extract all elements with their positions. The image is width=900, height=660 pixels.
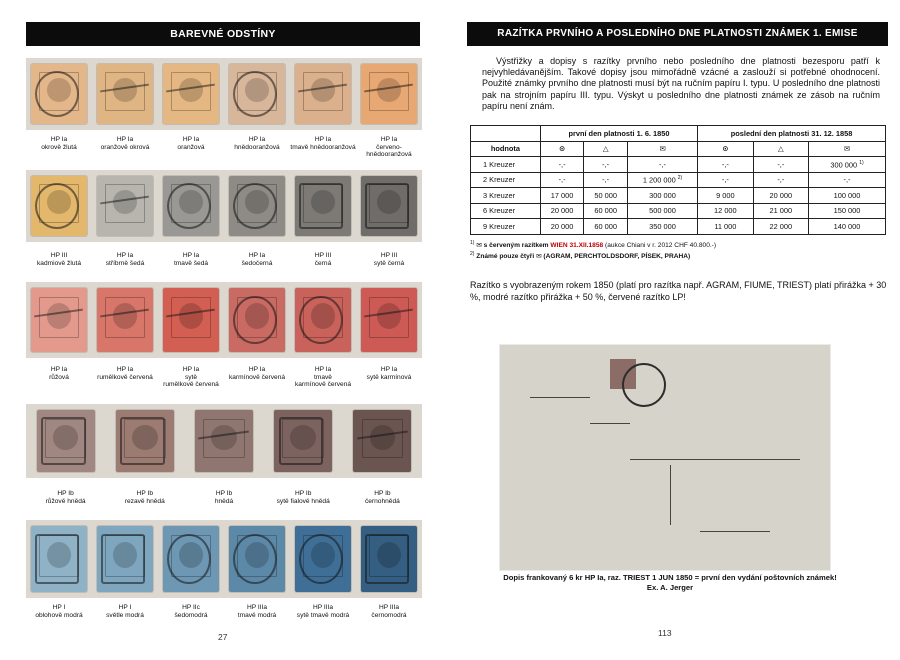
cell-value: -,- [602, 175, 610, 185]
stamp-caption [222, 604, 292, 619]
table-cell [753, 203, 808, 219]
caption-line: oranžová [177, 143, 205, 151]
caption-line: růžově hnědá [45, 497, 86, 505]
stamp-2-3 [163, 176, 219, 236]
cell-value: -,- [721, 175, 729, 185]
postmark-mark [233, 534, 276, 584]
footnote-2-text: Známé pouze čtyři [476, 253, 535, 261]
intro-paragraph: Výstřižky a dopisy s razítky prvního nebo posledního dne platnosti bezesporu patří k nejvyhledávanějším. Takové dopisy jsou mimořádně vzácné a zaslouží si potřebné ohodnocení. Použité známky prvního dne platnosti musí být na ručním papíru I. typu. U posledního dne platnosti pak na strojním papíru III. typu. Výskyt u posledního dne platnosti známek ze zásob na ručním papíru není znám. [482, 56, 880, 111]
postmark-mark [364, 83, 413, 92]
stamp-row-3 [26, 282, 422, 358]
caption-line: HP Ib [57, 490, 74, 497]
postmark-mark [233, 71, 276, 117]
envelope-icon: ✉ [536, 253, 542, 261]
postmark-mark [35, 183, 78, 229]
stamp-5-2 [97, 526, 153, 592]
stamp-caption [156, 366, 226, 389]
table-footnotes [470, 239, 890, 261]
handwriting-stroke [630, 445, 800, 460]
stamp-4-3 [195, 410, 253, 472]
caption-line: šedočerná [241, 259, 273, 267]
stamp-caption [222, 136, 292, 151]
stamp-row-5 [26, 520, 422, 598]
cell-value: -,- [777, 175, 785, 185]
postmark-mark [299, 534, 342, 584]
col-envelope-icon: ✉ [809, 141, 886, 157]
handwriting-stroke [530, 387, 590, 398]
stamp-5-3 [163, 526, 219, 592]
caption-line: černá [314, 259, 332, 267]
stamp-2-4 [229, 176, 285, 236]
stamp-caption [156, 252, 226, 267]
caption-line: HP Ia [116, 366, 134, 373]
cell-value: 100 000 [833, 190, 861, 200]
stamp-caption [288, 252, 358, 267]
cover-caption [470, 573, 870, 593]
stamp-caption [110, 490, 180, 505]
envelope-icon: ✉ [476, 242, 482, 250]
caption-line: oblohově modrá [35, 611, 83, 619]
stamp-caption [288, 604, 358, 619]
stamp-caption [90, 366, 160, 381]
caption-line: HP Ia [380, 366, 398, 373]
caption-line: HP Ia [248, 252, 266, 259]
postmark-mark [167, 534, 210, 584]
caption-line: HP Ia [314, 366, 332, 373]
postmark-mark [100, 83, 149, 92]
caption-line: HP Ia [182, 252, 200, 259]
row-label: 3 Kreuzer [471, 188, 541, 204]
row-label: 6 Kreuzer [471, 203, 541, 219]
postmark-mark [279, 417, 324, 464]
stamp-row-2 [26, 170, 422, 242]
stamp-3-6 [361, 288, 417, 352]
stamp-caption [24, 136, 94, 151]
footnote-2-mark: 2) [470, 251, 475, 258]
stamp-1-1 [31, 64, 87, 124]
cover-caption-line-2: Ex. A. Jerger [646, 583, 694, 592]
caption-line: stříbrně šedá [105, 259, 145, 267]
postmark-price-table [470, 125, 886, 235]
caption-line: HP Ib [295, 490, 312, 497]
stamp-caption [31, 490, 101, 505]
stamp-caption [222, 252, 292, 267]
postmark-mark [41, 417, 86, 464]
col-triangle-icon: △ [753, 141, 808, 157]
stamp-3-2 [97, 288, 153, 352]
postmark-mark [101, 534, 144, 584]
stamp-caption [90, 136, 160, 151]
stamp-caption [222, 366, 292, 381]
col-cancel-icon: ⊙ [698, 141, 753, 157]
caption-line: rumělkově červená [97, 373, 153, 381]
cell-value: 350 000 [649, 221, 676, 231]
postmark-mark [365, 534, 408, 584]
cell-value: 17 000 [550, 190, 574, 200]
table-cell [584, 188, 628, 204]
table-cell [627, 188, 697, 204]
stamp-caption [347, 490, 417, 505]
footnote-2-places: (AGRAM, PERCHTOLDSDORF, PÍSEK, PRAHA) [543, 253, 691, 261]
caption-line: tmavě modrá [237, 611, 277, 619]
col-envelope-icon: ✉ [627, 141, 697, 157]
table-cell [627, 219, 697, 235]
table-cell [698, 203, 753, 219]
col-triangle-icon: △ [584, 141, 628, 157]
caption-line: HP Ib [215, 490, 233, 497]
row-label: 9 Kreuzer [471, 219, 541, 235]
table-cell [809, 188, 886, 204]
row-label: 2 Kreuzer [471, 172, 541, 188]
group-first-day: první den platnosti 1. 6. 1850 [540, 126, 697, 142]
stamp-4-1 [37, 410, 95, 472]
caption-line: sytě černá [373, 259, 405, 267]
stamp-5-4 [229, 526, 285, 592]
cell-value: -,- [558, 175, 566, 185]
stamp-3-3 [163, 288, 219, 352]
stamp-4-5 [353, 410, 411, 472]
footnote-1-red-postmark: WIEN 31.XII.1858 [550, 242, 604, 250]
group-last-day: poslední den platnosti 31. 12. 1858 [698, 126, 886, 142]
stamp-4-2 [116, 410, 174, 472]
stamp-1-4 [229, 64, 285, 124]
footnote-ref: 1) [859, 159, 864, 166]
caption-line: HP III [314, 252, 332, 259]
stamp-5-6 [361, 526, 417, 592]
table-cell [540, 203, 584, 219]
caption-line: HP Ia [248, 136, 266, 143]
cell-value: 9 000 [716, 190, 735, 200]
stamp-caption [354, 252, 424, 267]
postmark-mark [364, 309, 413, 318]
table-cell [540, 157, 584, 173]
table-column-header-row [471, 141, 886, 157]
cell-value: 22 000 [769, 221, 793, 231]
footnote-ref: 2) [677, 175, 683, 182]
cell-value: 150 000 [833, 206, 861, 216]
caption-line: HP Ib [136, 490, 153, 497]
caption-line: HP IIIa [378, 604, 400, 611]
caption-line: sytě tmavě modrá [296, 611, 350, 619]
postmark-mark [233, 183, 276, 229]
caption-line: HP Ia [380, 136, 398, 143]
postmark-mark [357, 430, 408, 439]
caption-line: karmínově červená [294, 381, 352, 389]
cell-value: 50 000 [594, 190, 617, 200]
cell-value: -,- [843, 175, 851, 185]
handwriting-stroke [590, 415, 630, 424]
table-cell [753, 172, 808, 188]
cell-value: -,- [558, 159, 566, 169]
cell-value: 300 000 [649, 190, 676, 200]
stamp-2-2 [97, 176, 153, 236]
postmark-mark [299, 296, 342, 345]
table-cell [753, 188, 808, 204]
table-empty-corner [471, 126, 541, 142]
stamp-caption [24, 252, 94, 267]
stamp-caption [354, 604, 424, 619]
postmark-mark [120, 417, 165, 464]
caption-line: HP Ia [314, 136, 332, 143]
postmark-mark [167, 183, 210, 229]
footnote-1-auction: (aukce Chiani v r. 2012 CHF 40.800.-) [605, 242, 717, 250]
stamp-caption [288, 136, 358, 151]
stamp-3-5 [295, 288, 351, 352]
table-cell [627, 157, 697, 173]
stamp-caption [156, 136, 226, 151]
caption-line: HP Ia [182, 136, 200, 143]
right-page-number: 113 [658, 628, 672, 638]
postmark-mark [298, 83, 347, 92]
table-cell [753, 157, 808, 173]
cover-letter-image [500, 345, 830, 570]
table-cell [809, 219, 886, 235]
caption-line: tmavě šedá [173, 259, 209, 267]
caption-line: HP Ia [50, 136, 68, 143]
table-cell [584, 219, 628, 235]
caption-line: HP Ia [182, 366, 200, 373]
caption-line: červeno- [376, 143, 402, 151]
stamp-caption [354, 366, 424, 381]
postmark-mark [35, 71, 78, 117]
stamp-1-3 [163, 64, 219, 124]
table-cell [584, 157, 628, 173]
footnote-2 [470, 250, 890, 261]
cell-value: 60 000 [594, 221, 617, 231]
table-row [471, 203, 886, 219]
left-page-number: 27 [218, 632, 228, 642]
caption-line: HP IIIa [312, 604, 334, 611]
cell-value: 60 000 [594, 206, 617, 216]
cell-value: -,- [777, 159, 785, 169]
cover-caption-line-1: Dopis frankovaný 6 kr HP Ia, raz. TRIEST 1 JUN 1850 = první den vydání poštovních známek! [503, 573, 837, 582]
cell-value: -,- [659, 159, 667, 169]
cell-value: 20 000 [550, 221, 574, 231]
stamp-5-5 [295, 526, 351, 592]
postmark-mark [233, 296, 276, 345]
stamp-caption [354, 136, 424, 159]
postmark-mark [34, 309, 83, 318]
table-cell [627, 203, 697, 219]
caption-line: hnědá [214, 497, 234, 505]
postmark-mark [100, 195, 149, 204]
stamp-caption [90, 604, 160, 619]
cell-value: 21 000 [769, 206, 793, 216]
caption-line: rezavě hnědá [124, 497, 165, 505]
handwriting-stroke [670, 465, 675, 525]
table-cell [753, 219, 808, 235]
caption-line: okrově žlutá [41, 143, 77, 151]
caption-line: růžová [49, 373, 69, 381]
postmark-mark [365, 183, 408, 229]
stamp-caption [288, 366, 358, 389]
stamp-caption [268, 490, 338, 505]
footnote-1 [470, 239, 890, 250]
cell-value: 12 000 [714, 206, 737, 216]
row-label: 1 Kreuzer [471, 157, 541, 173]
postmark-mark [100, 309, 149, 318]
handwriting-stroke [700, 515, 770, 532]
stamp-2-1 [31, 176, 87, 236]
footnote-1-text: s červeným razítkem [483, 242, 549, 250]
cell-value: 140 000 [833, 221, 861, 231]
right-page-header: RAZÍTKA PRVNÍHO A POSLEDNÍHO DNE PLATNOSTI ZNÁMEK 1. EMISE [467, 22, 888, 46]
caption-line: HP Ib [374, 490, 391, 497]
caption-line: hnědooranžová [234, 143, 280, 151]
table-cell [698, 188, 753, 204]
caption-line: sytě karmínová [366, 373, 412, 381]
postmark-mark [199, 430, 250, 439]
cell-value: 300 000 [830, 159, 858, 169]
table-row [471, 172, 886, 188]
stamp-1-6 [361, 64, 417, 124]
caption-line: HP IIIa [246, 604, 268, 611]
caption-line: tmavě hnědooranžová [290, 143, 356, 151]
table-cell [540, 188, 584, 204]
postmark-mark [35, 534, 78, 584]
stamp-1-5 [295, 64, 351, 124]
left-page-header: BAREVNÉ ODSTÍNY [26, 22, 420, 46]
caption-line: HP IIc [182, 604, 200, 611]
table-cell [809, 172, 886, 188]
footnote-1-mark: 1) [470, 240, 475, 246]
cell-value: 1 200 000 [642, 175, 676, 185]
table-cell [698, 172, 753, 188]
caption-line: sytě fialově hnědá [276, 497, 330, 505]
caption-line: světle modrá [106, 611, 144, 619]
caption-line: HP I [52, 604, 66, 611]
cell-value: 20 000 [769, 190, 793, 200]
stamp-row-1 [26, 58, 422, 130]
caption-line: oranžově okrová [100, 143, 150, 151]
cell-value: -,- [602, 159, 610, 169]
col-cancel-icon: ⊙ [540, 141, 584, 157]
table-row [471, 157, 886, 173]
stamp-caption [24, 366, 94, 381]
stamp-2-5 [295, 176, 351, 236]
stamp-1-2 [97, 64, 153, 124]
caption-line: HP Ia [248, 366, 266, 373]
table-cell [540, 219, 584, 235]
table-cell [540, 172, 584, 188]
caption-line: HP III [50, 252, 68, 259]
caption-line: šedomodrá [174, 611, 208, 619]
stamp-2-6 [361, 176, 417, 236]
caption-line: HP Ia [116, 136, 134, 143]
postmark-mark [166, 83, 215, 92]
stamp-3-1 [31, 288, 87, 352]
stamp-caption [156, 604, 226, 619]
caption-line: černomodrá [371, 611, 407, 619]
stamp-4-4 [274, 410, 332, 472]
caption-line: HP Ia [116, 252, 134, 259]
caption-line: karmínově červená [228, 373, 286, 381]
cell-value: 500 000 [649, 206, 676, 216]
cover-postmark [622, 363, 666, 407]
table-cell [809, 203, 886, 219]
caption-line: sytě [184, 373, 198, 381]
caption-line: kadmiově žlutá [37, 259, 81, 267]
cell-value: 20 000 [550, 206, 574, 216]
table-cell [698, 157, 753, 173]
table-row [471, 188, 886, 204]
table-row [471, 219, 886, 235]
postmark-mark [299, 183, 342, 229]
cell-value: -,- [721, 159, 729, 169]
table-cell [584, 172, 628, 188]
table-cell [627, 172, 697, 188]
surcharge-note: Razítko s vyobrazeným rokem 1850 (platí pro razítka např. AGRAM, FIUME, TRIEST) platí přirážka + 30 %, modré razítko přirážka + 50 %, červené razítko LP! [470, 280, 887, 302]
caption-line: HP Ia [50, 366, 68, 373]
stamp-3-4 [229, 288, 285, 352]
stamp-caption [90, 252, 160, 267]
col-label-hodnota: hodnota [471, 141, 541, 157]
caption-line: černohnědá [364, 497, 400, 505]
caption-line: tmavě [314, 373, 332, 381]
caption-line: HP I [118, 604, 132, 611]
stamp-caption [24, 604, 94, 619]
caption-line: rumělkově červená [163, 381, 219, 389]
stamp-caption [189, 490, 259, 505]
postmark-mark [166, 309, 215, 318]
table-group-header-row [471, 126, 886, 142]
table-cell [698, 219, 753, 235]
stamp-row-4 [26, 404, 422, 478]
caption-line: HP III [380, 252, 398, 259]
table-cell [584, 203, 628, 219]
stamp-5-1 [31, 526, 87, 592]
cell-value: 11 000 [714, 221, 737, 231]
caption-line: hnědooranžová [366, 151, 412, 159]
table-cell [809, 157, 886, 173]
